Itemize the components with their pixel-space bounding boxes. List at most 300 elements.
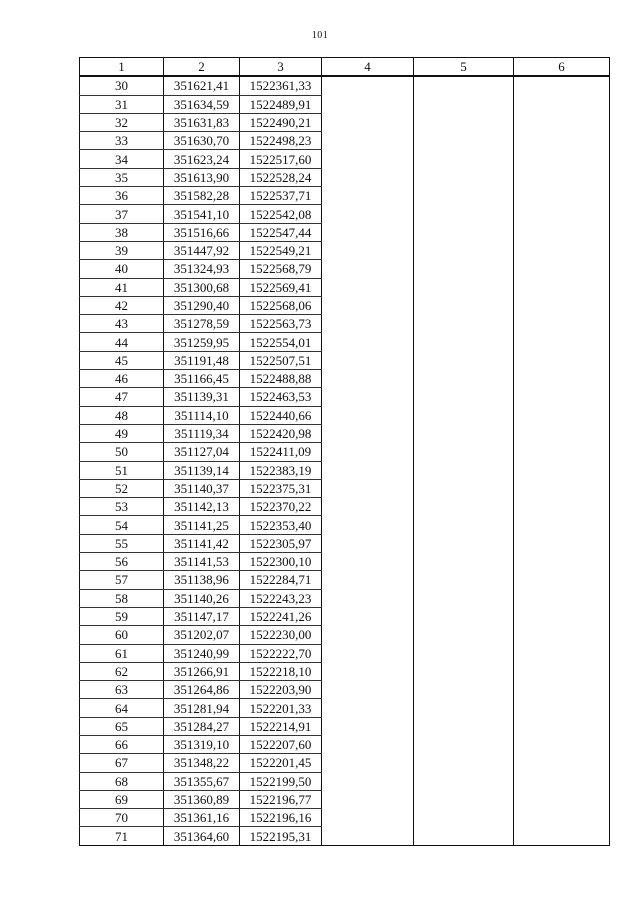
table-row — [80, 626, 610, 644]
y-coordinate-cell: 1522507,51 — [240, 351, 322, 369]
point-number-cell: 33 — [80, 132, 164, 150]
table-row — [80, 315, 610, 333]
empty-cell — [322, 772, 414, 790]
table-row — [80, 205, 610, 223]
y-coordinate-cell: 1522549,21 — [240, 241, 322, 259]
y-coordinate-cell: 1522537,71 — [240, 187, 322, 205]
empty-cell — [414, 113, 514, 131]
x-coordinate-cell: 351630,70 — [164, 132, 240, 150]
empty-cell — [322, 406, 414, 424]
empty-cell — [322, 681, 414, 699]
point-number-cell: 49 — [80, 424, 164, 442]
empty-cell — [322, 607, 414, 625]
empty-cell — [414, 571, 514, 589]
x-coordinate-cell: 351147,17 — [164, 607, 240, 625]
x-coordinate-cell: 351259,95 — [164, 333, 240, 351]
empty-cell — [414, 296, 514, 314]
point-number-cell: 70 — [80, 809, 164, 827]
table-body — [80, 76, 610, 845]
y-coordinate-cell: 1522241,26 — [240, 607, 322, 625]
empty-cell — [322, 205, 414, 223]
empty-cell — [322, 626, 414, 644]
empty-cell — [322, 443, 414, 461]
point-number-cell: 57 — [80, 571, 164, 589]
empty-cell — [514, 516, 610, 534]
x-coordinate-cell: 351541,10 — [164, 205, 240, 223]
x-coordinate-cell: 351139,14 — [164, 461, 240, 479]
point-number-cell: 69 — [80, 790, 164, 808]
empty-cell — [322, 315, 414, 333]
x-coordinate-cell: 351281,94 — [164, 699, 240, 717]
column-header-4: 4 — [322, 58, 414, 77]
point-number-cell: 71 — [80, 827, 164, 845]
empty-cell — [514, 626, 610, 644]
table-row — [80, 168, 610, 186]
table-row — [80, 790, 610, 808]
empty-cell — [514, 827, 610, 845]
point-number-cell: 54 — [80, 516, 164, 534]
y-coordinate-cell: 1522420,98 — [240, 424, 322, 442]
empty-cell — [414, 150, 514, 168]
table-row — [80, 424, 610, 442]
x-coordinate-cell: 351582,28 — [164, 187, 240, 205]
empty-cell — [414, 516, 514, 534]
table-row — [80, 388, 610, 406]
point-number-cell: 36 — [80, 187, 164, 205]
point-number-cell: 60 — [80, 626, 164, 644]
table-row — [80, 260, 610, 278]
y-coordinate-cell: 1522218,10 — [240, 662, 322, 680]
table-row — [80, 95, 610, 113]
x-coordinate-cell: 351166,45 — [164, 370, 240, 388]
y-coordinate-cell: 1522568,06 — [240, 296, 322, 314]
empty-cell — [414, 260, 514, 278]
empty-cell — [322, 717, 414, 735]
page-number: 101 — [311, 30, 329, 41]
point-number-cell: 53 — [80, 498, 164, 516]
y-coordinate-cell: 1522230,00 — [240, 626, 322, 644]
x-coordinate-cell: 351141,42 — [164, 534, 240, 552]
empty-cell — [322, 735, 414, 753]
x-coordinate-cell: 351278,59 — [164, 315, 240, 333]
table-row — [80, 296, 610, 314]
table-row — [80, 351, 610, 369]
empty-cell — [414, 827, 514, 845]
empty-cell — [514, 132, 610, 150]
point-number-cell: 31 — [80, 95, 164, 113]
x-coordinate-cell: 351355,67 — [164, 772, 240, 790]
empty-cell — [322, 424, 414, 442]
x-coordinate-cell: 351621,41 — [164, 76, 240, 95]
empty-cell — [514, 644, 610, 662]
empty-cell — [414, 479, 514, 497]
empty-cell — [322, 333, 414, 351]
empty-cell — [514, 278, 610, 296]
empty-cell — [322, 553, 414, 571]
empty-cell — [514, 443, 610, 461]
point-number-cell: 68 — [80, 772, 164, 790]
empty-cell — [414, 498, 514, 516]
column-header-2: 2 — [164, 58, 240, 77]
empty-cell — [514, 168, 610, 186]
y-coordinate-cell: 1522383,19 — [240, 461, 322, 479]
x-coordinate-cell: 351613,90 — [164, 168, 240, 186]
x-coordinate-cell: 351447,92 — [164, 241, 240, 259]
x-coordinate-cell: 351623,24 — [164, 150, 240, 168]
y-coordinate-cell: 1522305,97 — [240, 534, 322, 552]
table-row — [80, 681, 610, 699]
empty-cell — [514, 150, 610, 168]
table-row — [80, 150, 610, 168]
empty-cell — [414, 443, 514, 461]
empty-cell — [514, 76, 610, 95]
point-number-cell: 52 — [80, 479, 164, 497]
table-row — [80, 534, 610, 552]
empty-cell — [514, 534, 610, 552]
table-row — [80, 754, 610, 772]
point-number-cell: 44 — [80, 333, 164, 351]
x-coordinate-cell: 351127,04 — [164, 443, 240, 461]
empty-cell — [322, 223, 414, 241]
empty-cell — [414, 76, 514, 95]
table-row — [80, 589, 610, 607]
point-number-cell: 67 — [80, 754, 164, 772]
empty-cell — [514, 424, 610, 442]
empty-cell — [514, 223, 610, 241]
empty-cell — [322, 662, 414, 680]
empty-cell — [514, 241, 610, 259]
empty-cell — [322, 113, 414, 131]
y-coordinate-cell: 1522201,45 — [240, 754, 322, 772]
empty-cell — [414, 681, 514, 699]
y-coordinate-cell: 1522547,44 — [240, 223, 322, 241]
empty-cell — [322, 589, 414, 607]
empty-cell — [414, 370, 514, 388]
table-row — [80, 553, 610, 571]
table-row — [80, 370, 610, 388]
table-row — [80, 516, 610, 534]
empty-cell — [414, 699, 514, 717]
point-number-cell: 46 — [80, 370, 164, 388]
y-coordinate-cell: 1522214,91 — [240, 717, 322, 735]
empty-cell — [322, 388, 414, 406]
point-number-cell: 39 — [80, 241, 164, 259]
table-row — [80, 498, 610, 516]
table-row — [80, 461, 610, 479]
x-coordinate-cell: 351139,31 — [164, 388, 240, 406]
point-number-cell: 66 — [80, 735, 164, 753]
x-coordinate-cell: 351140,37 — [164, 479, 240, 497]
empty-cell — [322, 260, 414, 278]
y-coordinate-cell: 1522203,90 — [240, 681, 322, 699]
point-number-cell: 55 — [80, 534, 164, 552]
empty-cell — [514, 498, 610, 516]
x-coordinate-cell: 351634,59 — [164, 95, 240, 113]
x-coordinate-cell: 351319,10 — [164, 735, 240, 753]
empty-cell — [514, 388, 610, 406]
empty-cell — [322, 644, 414, 662]
y-coordinate-cell: 1522370,22 — [240, 498, 322, 516]
y-coordinate-cell: 1522196,77 — [240, 790, 322, 808]
table-row — [80, 76, 610, 95]
x-coordinate-cell: 351142,13 — [164, 498, 240, 516]
point-number-cell: 51 — [80, 461, 164, 479]
point-number-cell: 61 — [80, 644, 164, 662]
empty-cell — [514, 95, 610, 113]
empty-cell — [514, 113, 610, 131]
empty-cell — [414, 388, 514, 406]
empty-cell — [414, 589, 514, 607]
empty-cell — [322, 168, 414, 186]
column-header-3: 3 — [240, 58, 322, 77]
table-row — [80, 443, 610, 461]
empty-cell — [514, 187, 610, 205]
empty-cell — [322, 754, 414, 772]
point-number-cell: 40 — [80, 260, 164, 278]
table-row — [80, 827, 610, 845]
y-coordinate-cell: 1522300,10 — [240, 553, 322, 571]
empty-cell — [414, 315, 514, 333]
x-coordinate-cell: 351266,91 — [164, 662, 240, 680]
table-row — [80, 278, 610, 296]
y-coordinate-cell: 1522528,24 — [240, 168, 322, 186]
empty-cell — [414, 626, 514, 644]
point-number-cell: 42 — [80, 296, 164, 314]
point-number-cell: 47 — [80, 388, 164, 406]
empty-cell — [514, 589, 610, 607]
empty-cell — [322, 461, 414, 479]
table-row — [80, 479, 610, 497]
y-coordinate-cell: 1522195,31 — [240, 827, 322, 845]
column-header-1: 1 — [80, 58, 164, 77]
empty-cell — [322, 76, 414, 95]
x-coordinate-cell: 351141,25 — [164, 516, 240, 534]
point-number-cell: 41 — [80, 278, 164, 296]
y-coordinate-cell: 1522361,33 — [240, 76, 322, 95]
empty-cell — [514, 717, 610, 735]
empty-cell — [514, 351, 610, 369]
x-coordinate-cell: 351264,86 — [164, 681, 240, 699]
empty-cell — [414, 461, 514, 479]
y-coordinate-cell: 1522542,08 — [240, 205, 322, 223]
empty-cell — [414, 534, 514, 552]
empty-cell — [414, 95, 514, 113]
empty-cell — [514, 333, 610, 351]
empty-cell — [514, 370, 610, 388]
y-coordinate-cell: 1522199,50 — [240, 772, 322, 790]
point-number-cell: 38 — [80, 223, 164, 241]
x-coordinate-cell: 351191,48 — [164, 351, 240, 369]
y-coordinate-cell: 1522196,16 — [240, 809, 322, 827]
empty-cell — [414, 187, 514, 205]
empty-cell — [414, 132, 514, 150]
y-coordinate-cell: 1522490,21 — [240, 113, 322, 131]
table-row — [80, 406, 610, 424]
x-coordinate-cell: 351202,07 — [164, 626, 240, 644]
x-coordinate-cell: 351138,96 — [164, 571, 240, 589]
y-coordinate-cell: 1522569,41 — [240, 278, 322, 296]
point-number-cell: 45 — [80, 351, 164, 369]
x-coordinate-cell: 351119,34 — [164, 424, 240, 442]
y-coordinate-cell: 1522498,23 — [240, 132, 322, 150]
point-number-cell: 65 — [80, 717, 164, 735]
x-coordinate-cell: 351240,99 — [164, 644, 240, 662]
empty-cell — [322, 498, 414, 516]
empty-cell — [514, 260, 610, 278]
empty-cell — [414, 241, 514, 259]
x-coordinate-cell: 351290,40 — [164, 296, 240, 314]
y-coordinate-cell: 1522563,73 — [240, 315, 322, 333]
table-row — [80, 241, 610, 259]
empty-cell — [322, 187, 414, 205]
empty-cell — [414, 607, 514, 625]
table-row — [80, 699, 610, 717]
empty-cell — [514, 809, 610, 827]
empty-cell — [414, 717, 514, 735]
table-header-row — [80, 58, 610, 77]
empty-cell — [414, 406, 514, 424]
y-coordinate-cell: 1522463,53 — [240, 388, 322, 406]
empty-cell — [514, 772, 610, 790]
point-number-cell: 34 — [80, 150, 164, 168]
empty-cell — [414, 351, 514, 369]
empty-cell — [414, 662, 514, 680]
y-coordinate-cell: 1522517,60 — [240, 150, 322, 168]
empty-cell — [514, 315, 610, 333]
empty-cell — [514, 553, 610, 571]
empty-cell — [414, 223, 514, 241]
empty-cell — [514, 662, 610, 680]
y-coordinate-cell: 1522353,40 — [240, 516, 322, 534]
y-coordinate-cell: 1522440,66 — [240, 406, 322, 424]
empty-cell — [414, 278, 514, 296]
y-coordinate-cell: 1522284,71 — [240, 571, 322, 589]
y-coordinate-cell: 1522411,09 — [240, 443, 322, 461]
empty-cell — [322, 278, 414, 296]
empty-cell — [322, 699, 414, 717]
x-coordinate-cell: 351364,60 — [164, 827, 240, 845]
empty-cell — [414, 790, 514, 808]
y-coordinate-cell: 1522222,70 — [240, 644, 322, 662]
empty-cell — [322, 790, 414, 808]
x-coordinate-cell: 351516,66 — [164, 223, 240, 241]
empty-cell — [414, 205, 514, 223]
empty-cell — [322, 516, 414, 534]
empty-cell — [414, 168, 514, 186]
x-coordinate-cell: 351284,27 — [164, 717, 240, 735]
x-coordinate-cell: 351324,93 — [164, 260, 240, 278]
y-coordinate-cell: 1522243,23 — [240, 589, 322, 607]
y-coordinate-cell: 1522568,79 — [240, 260, 322, 278]
table-row — [80, 113, 610, 131]
empty-cell — [414, 754, 514, 772]
empty-cell — [414, 809, 514, 827]
empty-cell — [322, 827, 414, 845]
x-coordinate-cell: 351361,16 — [164, 809, 240, 827]
table-row — [80, 607, 610, 625]
empty-cell — [514, 754, 610, 772]
table-row — [80, 187, 610, 205]
empty-cell — [514, 479, 610, 497]
table-row — [80, 809, 610, 827]
table-row — [80, 223, 610, 241]
empty-cell — [414, 772, 514, 790]
point-number-cell: 50 — [80, 443, 164, 461]
empty-cell — [322, 479, 414, 497]
point-number-cell: 63 — [80, 681, 164, 699]
empty-cell — [514, 735, 610, 753]
table-row — [80, 132, 610, 150]
empty-cell — [514, 607, 610, 625]
table-row — [80, 644, 610, 662]
empty-cell — [514, 699, 610, 717]
x-coordinate-cell: 351631,83 — [164, 113, 240, 131]
x-coordinate-cell: 351114,10 — [164, 406, 240, 424]
empty-cell — [322, 809, 414, 827]
empty-cell — [414, 735, 514, 753]
column-header-5: 5 — [414, 58, 514, 77]
point-number-cell: 32 — [80, 113, 164, 131]
empty-cell — [414, 424, 514, 442]
empty-cell — [322, 150, 414, 168]
x-coordinate-cell: 351140,26 — [164, 589, 240, 607]
table-row — [80, 333, 610, 351]
empty-cell — [514, 461, 610, 479]
empty-cell — [322, 95, 414, 113]
empty-cell — [322, 132, 414, 150]
table-row — [80, 735, 610, 753]
table-row — [80, 662, 610, 680]
column-header-6: 6 — [514, 58, 610, 77]
y-coordinate-cell: 1522201,33 — [240, 699, 322, 717]
empty-cell — [322, 571, 414, 589]
empty-cell — [322, 351, 414, 369]
y-coordinate-cell: 1522375,31 — [240, 479, 322, 497]
y-coordinate-cell: 1522207,60 — [240, 735, 322, 753]
empty-cell — [322, 370, 414, 388]
empty-cell — [322, 296, 414, 314]
point-number-cell: 37 — [80, 205, 164, 223]
x-coordinate-cell: 351360,89 — [164, 790, 240, 808]
empty-cell — [514, 296, 610, 314]
table-row — [80, 772, 610, 790]
x-coordinate-cell: 351348,22 — [164, 754, 240, 772]
point-number-cell: 56 — [80, 553, 164, 571]
x-coordinate-cell: 351141,53 — [164, 553, 240, 571]
empty-cell — [514, 681, 610, 699]
y-coordinate-cell: 1522489,91 — [240, 95, 322, 113]
empty-cell — [514, 406, 610, 424]
empty-cell — [514, 571, 610, 589]
y-coordinate-cell: 1522554,01 — [240, 333, 322, 351]
point-number-cell: 58 — [80, 589, 164, 607]
table-row — [80, 571, 610, 589]
point-number-cell: 59 — [80, 607, 164, 625]
point-number-cell: 35 — [80, 168, 164, 186]
empty-cell — [514, 205, 610, 223]
empty-cell — [414, 644, 514, 662]
point-number-cell: 43 — [80, 315, 164, 333]
x-coordinate-cell: 351300,68 — [164, 278, 240, 296]
empty-cell — [414, 553, 514, 571]
point-number-cell: 48 — [80, 406, 164, 424]
table-row — [80, 717, 610, 735]
point-number-cell: 62 — [80, 662, 164, 680]
empty-cell — [414, 333, 514, 351]
empty-cell — [514, 790, 610, 808]
coordinates-table — [79, 57, 610, 846]
empty-cell — [322, 241, 414, 259]
